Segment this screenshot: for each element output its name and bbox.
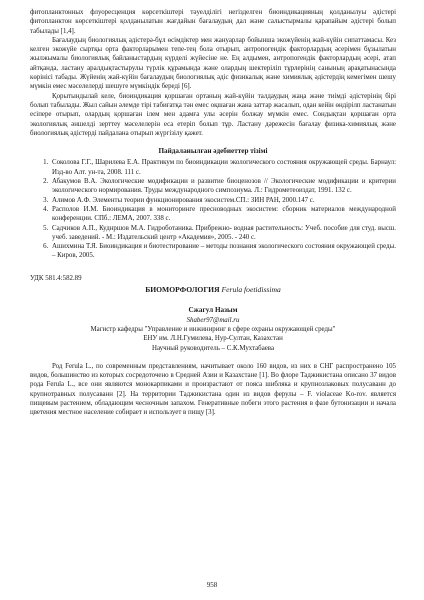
affiliation-line-1: Магистр кафедры "Управление и инжиниринг в сфере охраны окружающей среды" [90,325,336,333]
page-number: 958 [206,581,218,589]
reference-item: 4. Располов И.М. Биоиндикация в мониторинге пресноводных экосистем: сборник материалов международной конференции. СПб.: ЛЕМА, 2007. 338 с. [50,205,396,224]
article-title-main: БИОМОРФОЛОГИЯ [145,285,220,295]
affiliation-line-2: ЕНУ им. Л.Н.Гумилева, Нур-Султан, Казахстан [143,335,283,343]
reference-item: 3. Алимов А.Ф. Элементы теории функционирования экосистем.СП.: ЗИН РАН, 2000.147 с. [50,196,396,205]
reference-item: 1. Соколова Г.Г., Шарилева Е.А. Практикум по биоиндикации экологического состояния окружающей среды. Барнаул: Изд-во Алт. ун-та, 2008. 111 с. [50,158,396,177]
udk-code: УДК 581.4:582.89 [30,274,82,282]
supervisor: Научный руководитель – С.К.Мухтабаева [151,344,275,352]
article-intro-paragraph: Род Ferula L., по современным представлениям, начитывает около 160 видов, из них в СНГ распространено 105 видов, большинство из которых сосредоточено в Средней Азии и Казахстане [1]. Во флоре Таджикистана описано 37 видов рода Ferula L., все они являются монокарпиками и произрастают от пояса шибляка и крупнозлаковых полусаванн до крупнотравных полусаванн [2]. На территории Таджикистана один из видов ферулы – F. violaceae Ko-rov. является пищевым растением, обладающим чесночным запахом. Генеративные побеги этого растения в фазе бутонизации и начала цветения местное население собирает и использует в пищу [3]. [30,362,396,417]
author-email: Shaber97@mail.ru [186,316,240,324]
reference-item: 5. Садчиков А.П., Куднршов М.А. Гидроботаника. Прибрежно- водная растительность: Учеб. пособие для студ. высш. учеб. заведений. - М.: Издательский центр «Академия», 2005. - 240 с. [50,224,396,243]
article-title-species: Ferula foetidissima [221,285,281,295]
body-paragraph-2: Бағалаудың биологиялық әдістерә-бұл өсімдіктер мен жануарлар бойынша экожүйенің жай-күйін сипаттамасы. Кез келген экожүйе сыртқы орта факторларымен тепе-тең бола отырып, антропогендік факторлардың әсерімен бұзылатын жылжымалы биологиялық байланыстардың күрделі жүйесіне не. Ең алдымен, антропогендік факторлардың әсері, атап айтқанда, ластану аралдықтастырулы түрлік құрамында және олардың шектеріліп тұрлерінің санының арақатынасында көрінісі табады. Жүйенің жай-күйін бағалаудың биологиялық әдіс физикалық және химиялық әдістердің кемегімен шешу мүмкін емес мәселелерді шешуге мүмкіндік береді [6]. [30,36,396,91]
reference-item: 6. Ашихмина Т.Я. Биоиндикация и биотестирование – методы познания экологического состояния окружающей среды. – Киров, 2005. [50,242,396,261]
author-name: Сжагул Назым [188,306,238,315]
body-paragraph-1: фитопланктонных флуоресценция көрсеткіштері тәуелділігі негізделген биоиндикацияның қолданылуы әдістері фитопланктон көрсеткіштері қолданылатын жағдайын бағалаудың дал және салыстырмалы қарапайым әдістері болып табылады [1,4]. [30,9,396,35]
reference-item: 2. Абакумов В.А. Экологические модификации и развитие биоценозов // Экологические модификации и критерии экологического нормирования. Труды международного симпозиума. Л.: Гидрометеоиздат, 1991. 132 с. [50,177,396,196]
article-title [30,285,396,294]
body-paragraph-3: Қорытындылай келе, биоиндикация қоршаған ортаның жай-күйін талдаудың жаңа және тиімді әдістерінің бірі болып табылады. Жыл сайын әлемде тірі табиғатқа тән емес оқшаған жана заттар жасалып, одан кейін өндірілп ластанатын есіпере отырып, олардың қоршаған ілем мен адамға улы әсерін болжау мүмкін емес. Сондықтан қоршаған орта экологиялық әншелді зерттеу мәселелерін еса етеріп болып тұр. Ластану дәрежесін бағалау физика-химиялық және биологиялық әдістерді пайдалана отырып жүргізілу қажет. [30,92,396,137]
references-list [30,158,396,260]
references-heading: Пайдаланылған әдебиеттер тізімі [158,147,268,156]
